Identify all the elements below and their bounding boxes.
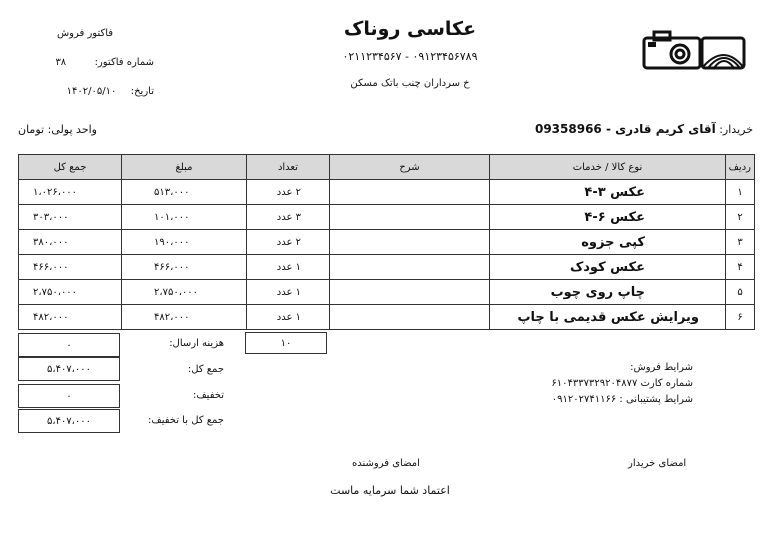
table-row (19, 280, 755, 305)
invoice-number-value: ۳۸ (55, 57, 67, 68)
currency-label: واحد پولی: (47, 123, 97, 136)
table-row (19, 180, 755, 205)
column-header: تعداد (247, 155, 330, 180)
final-total: ۵،۴۰۷،۰۰۰ (18, 409, 120, 433)
row-price: ۴۶۶،۰۰۰ (122, 255, 247, 280)
shipping-cost: ۰ (18, 333, 120, 357)
row-quantity: ۱ عدد (247, 305, 330, 330)
table-row (19, 205, 755, 230)
row-total: ۴۶۶،۰۰۰ (19, 255, 122, 280)
row-total: ۴۸۲،۰۰۰ (19, 305, 122, 330)
row-quantity: ۲ عدد (247, 230, 330, 255)
row-description (330, 280, 490, 305)
table-header-row (19, 155, 755, 180)
sum-label: جمع کل: (187, 364, 224, 375)
currency-value: تومان (18, 123, 45, 136)
row-index: ۶ (726, 305, 755, 330)
row-price: ۴۸۲،۰۰۰ (122, 305, 247, 330)
row-description (330, 230, 490, 255)
buyer-value: آقای کریم قادری - 09358966 (534, 122, 716, 136)
support-terms: شرایط پشتیبانی : ۰۹۱۲۰۲۷۴۱۱۶۶ (551, 394, 693, 405)
shop-phones: ۰۲۱۱۲۳۴۵۶۷ - ۰۹۱۲۳۴۵۶۷۸۹ (342, 50, 478, 63)
buyer-info (535, 122, 753, 136)
table-row (19, 230, 755, 255)
row-index: ۴ (726, 255, 755, 280)
shop-address: خ سرداران چنب باتک مسکن (350, 78, 470, 89)
card-number: شماره کارت ۶۱۰۴۳۳۷۳۲۹۲۰۴۸۷۷ (551, 378, 693, 389)
terms-title: شرایط فروش: (630, 362, 693, 373)
invoice-date-value: ۱۴۰۲/۰۵/۱۰ (66, 86, 117, 97)
discount-value: ۰ (18, 384, 120, 408)
row-quantity: ۳ عدد (247, 205, 330, 230)
invoice-date-label: تاریخ: (130, 86, 154, 97)
total-quantity: ۱۰ (245, 332, 327, 354)
row-description (330, 205, 490, 230)
column-header: ردیف (726, 155, 755, 180)
row-quantity: ۲ عدد (247, 180, 330, 205)
row-index: ۳ (726, 230, 755, 255)
row-total: ۳۰۳،۰۰۰ (19, 205, 122, 230)
row-price: ۱۹۰،۰۰۰ (122, 230, 247, 255)
row-product: عکس ۶-۴ (490, 205, 726, 230)
table-row (19, 305, 755, 330)
invoice-number (34, 57, 154, 68)
discount-label: تخفیف: (192, 390, 224, 401)
column-header: نوع کالا / خدمات (490, 155, 726, 180)
seller-signature: امضای فروشنده (352, 458, 420, 469)
row-index: ۲ (726, 205, 755, 230)
currency-info (18, 123, 97, 136)
footer-slogan: اعتماد شما سرمایه ماست (330, 484, 450, 497)
row-price: ۲،۷۵۰،۰۰۰ (122, 280, 247, 305)
row-index: ۱ (726, 180, 755, 205)
invoice-type: فاکتور فروش (56, 28, 114, 39)
row-product: عکس کودک (490, 255, 726, 280)
row-price: ۵۱۳،۰۰۰ (122, 180, 247, 205)
row-price: ۱۰۱،۰۰۰ (122, 205, 247, 230)
invoice-number-label: شماره فاکتور: (94, 57, 154, 68)
items-table (18, 154, 755, 330)
row-description (330, 255, 490, 280)
row-quantity: ۱ عدد (247, 255, 330, 280)
buyer-label: خریدار: (719, 123, 753, 136)
invoice-date (34, 86, 154, 97)
buyer-signature: امضای خریدار (628, 458, 687, 469)
row-quantity: ۱ عدد (247, 280, 330, 305)
column-header: شرح (330, 155, 490, 180)
row-index: ۵ (726, 280, 755, 305)
row-product: چاپ روی چوب (490, 280, 726, 305)
row-product: کپی جزوه (490, 230, 726, 255)
row-total: ۱،۰۲۶،۰۰۰ (19, 180, 122, 205)
camera-icon (640, 28, 748, 72)
sum-total: ۵،۴۰۷،۰۰۰ (18, 357, 120, 381)
final-label: جمع کل با تخفیف: (147, 415, 224, 426)
shop-name: عکاسی روناک (343, 18, 477, 40)
row-total: ۳۸۰،۰۰۰ (19, 230, 122, 255)
row-total: ۲،۷۵۰،۰۰۰ (19, 280, 122, 305)
row-product: ویرایش عکس قدیمی با چاپ (490, 305, 726, 330)
row-description (330, 180, 490, 205)
table-row (19, 255, 755, 280)
column-header: جمع کل (19, 155, 122, 180)
row-product: عکس ۳-۴ (490, 180, 726, 205)
shipping-label: هزینه ارسال: (169, 338, 224, 349)
column-header: مبلغ (122, 155, 247, 180)
row-description (330, 305, 490, 330)
